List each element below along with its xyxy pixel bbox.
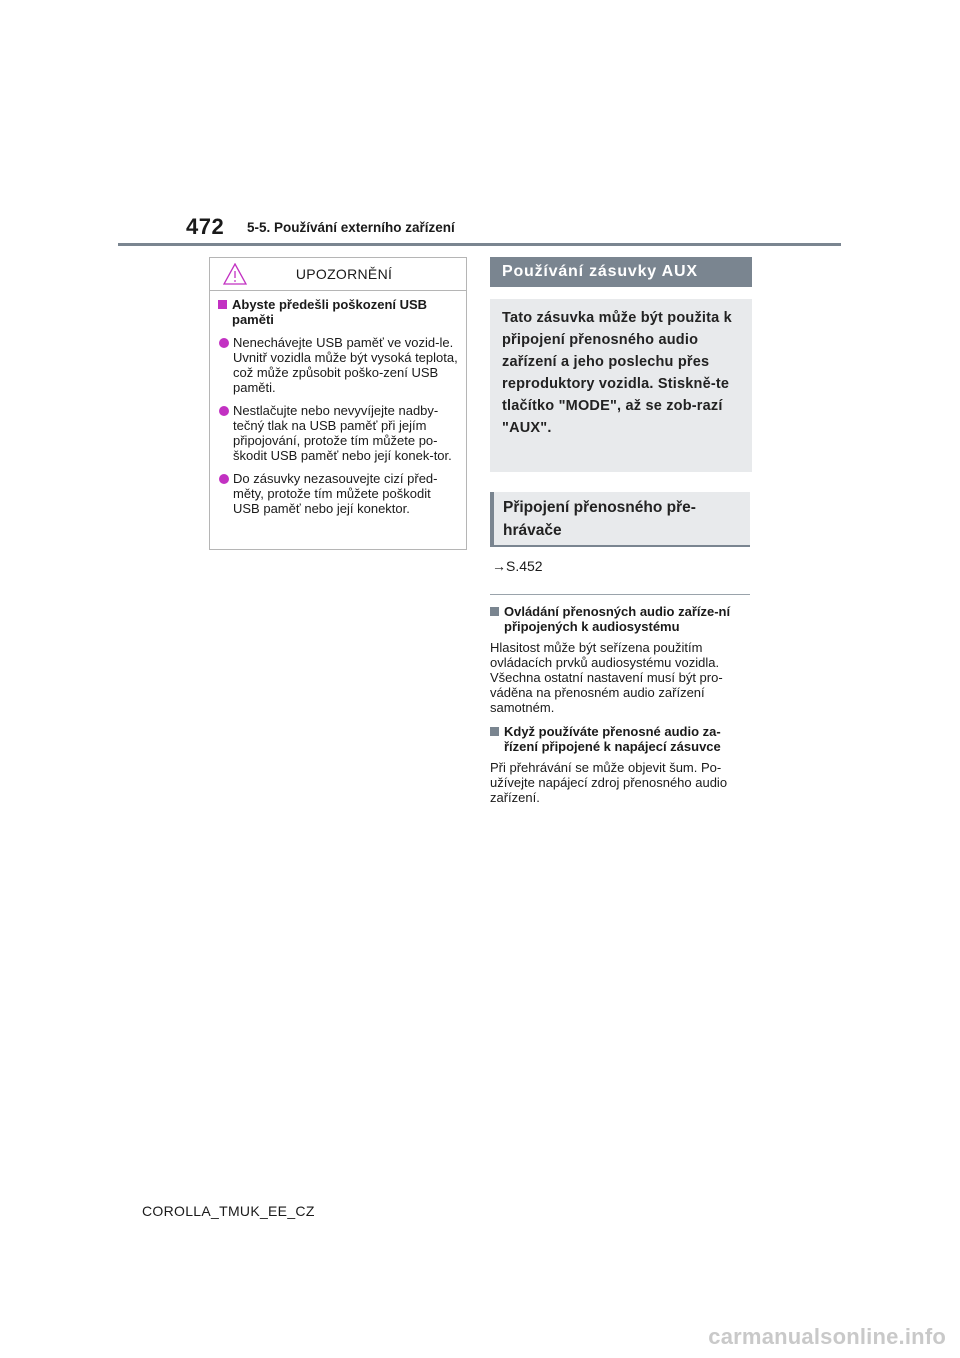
square-bullet-icon [218, 300, 227, 309]
warning-header [210, 258, 466, 291]
square-bullet-icon [490, 607, 499, 616]
header-divider [118, 243, 841, 246]
round-bullet-icon [219, 338, 229, 348]
page-reference-link[interactable]: →S.452 [492, 558, 543, 574]
notes-divider [490, 594, 750, 595]
square-bullet-icon [490, 727, 499, 736]
intro-panel: Tato zásuvka může být použita k připojení přenosného audio zařízení a jeho poslechu přes reproduktory vozidla. Stiskně-te tlačítko "MODE", až se zob-razí "AUX". [490, 299, 752, 472]
subsection-heading: Připojení přenosného pře-hrávače [490, 492, 750, 547]
warning-heading-text: Abyste předešli poškození USB paměti [232, 297, 428, 327]
warning-item-text: Nenechávejte USB paměť ve vozid-le. Uvnitř vozidla může být vysoká teplota, což může způsobit poško-zení USB paměti. [233, 335, 458, 395]
warning-triangle-icon [223, 263, 247, 285]
warning-item-text: Nestlačujte nebo nevyvíjejte nadby-tečný tlak na USB paměť při jejím připojování, protože tím můžete po-škodit USB paměť nebo její konek-tor. [233, 403, 452, 463]
warning-heading [218, 297, 458, 327]
note-text: Hlasitost může být seřízena použitím ovládacích prvků audiosystému vozidla. Všechna ostatní nastavení musí být pro-váděna na přenosném audio zařízení samotném. [490, 640, 723, 715]
warning-body [210, 291, 466, 516]
round-bullet-icon [219, 474, 229, 484]
main-column [490, 257, 752, 805]
section-heading-bar: Používání zásuvky AUX [490, 257, 752, 287]
warning-title: UPOZORNĚNÍ [295, 266, 393, 282]
warning-item [218, 335, 458, 395]
warning-item-text: Do zásuvky nezasouvejte cizí před-měty, protože tím můžete poškodit USB paměť nebo její konektor. [233, 471, 438, 516]
warning-item [218, 403, 458, 463]
footer-code: COROLLA_TMUK_EE_CZ [142, 1203, 315, 1219]
watermark: carmanualsonline.info [708, 1324, 946, 1349]
note-text: Při přehrávání se může objevit šum. Po-užívejte napájecí zdroj přenosného audio zařízení. [490, 760, 728, 805]
note-heading [490, 604, 752, 634]
chapter-title: 5-5. Používání externího zařízení [247, 220, 455, 235]
note-heading-text: Ovládání přenosných audio zaříze-ní připojených k audiosystému [504, 604, 731, 634]
warning-item [218, 471, 458, 516]
page-number: 472 [186, 214, 225, 239]
round-bullet-icon [219, 406, 229, 416]
note-heading [490, 724, 752, 754]
warning-box [209, 257, 467, 550]
note-heading-text: Když používáte přenosné audio za-řízení připojené k napájecí zásuvce [504, 724, 721, 754]
